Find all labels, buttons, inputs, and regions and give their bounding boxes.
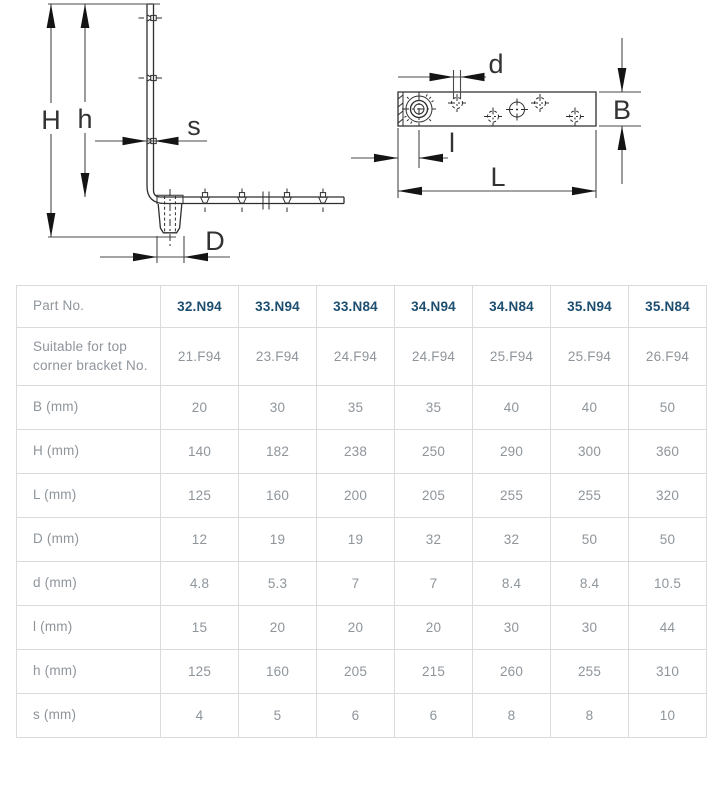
horizontal-leg-hole-marks [201, 189, 328, 213]
pivot-hub [402, 92, 436, 126]
screw-holes [448, 94, 584, 126]
value-cell: 255 [551, 650, 629, 694]
value-cell: 44 [629, 606, 707, 650]
row-label-cell: s (mm) [17, 694, 161, 738]
table-row [17, 518, 707, 562]
value-cell: 360 [629, 430, 707, 474]
table-row [17, 562, 707, 606]
part-number-cell: 32.N94 [161, 286, 239, 328]
value-cell: 260 [473, 650, 551, 694]
value-cell: 32 [395, 518, 473, 562]
value-cell: 7 [317, 562, 395, 606]
value-cell: 40 [473, 386, 551, 430]
row-label-cell: l (mm) [17, 606, 161, 650]
value-cell: 23.F94 [239, 328, 317, 386]
value-cell: 125 [161, 650, 239, 694]
part-number-cell: 33.N94 [239, 286, 317, 328]
value-cell: 310 [629, 650, 707, 694]
label-H: H [41, 105, 61, 135]
value-cell: 255 [551, 474, 629, 518]
value-cell: 25.F94 [473, 328, 551, 386]
value-cell: 50 [629, 386, 707, 430]
value-cell: 20 [317, 606, 395, 650]
value-cell: 35 [395, 386, 473, 430]
value-cell: 30 [473, 606, 551, 650]
value-cell: 8 [551, 694, 629, 738]
part-number-cell: 33.N84 [317, 286, 395, 328]
value-cell: 50 [551, 518, 629, 562]
row-label-cell: Suitable for top corner bracket No. [17, 328, 161, 386]
value-cell: 20 [239, 606, 317, 650]
header-label-cell: Part No. [17, 286, 161, 328]
row-label-cell: H (mm) [17, 430, 161, 474]
row-label-cell: B (mm) [17, 386, 161, 430]
value-cell: 125 [161, 474, 239, 518]
value-cell: 8.4 [551, 562, 629, 606]
value-cell: 6 [395, 694, 473, 738]
label-l: l [449, 128, 455, 158]
value-cell: 20 [161, 386, 239, 430]
vertical-leg-hole-marks [139, 15, 163, 144]
dimension-l [351, 128, 448, 168]
value-cell: 15 [161, 606, 239, 650]
value-cell: 10 [629, 694, 707, 738]
value-cell: 6 [317, 694, 395, 738]
value-cell: 4 [161, 694, 239, 738]
value-cell: 20 [395, 606, 473, 650]
value-cell: 205 [395, 474, 473, 518]
value-cell: 182 [239, 430, 317, 474]
value-cell: 300 [551, 430, 629, 474]
value-cell: 290 [473, 430, 551, 474]
value-cell: 205 [317, 650, 395, 694]
table-row [17, 328, 707, 386]
table-row [17, 694, 707, 738]
value-cell: 160 [239, 650, 317, 694]
value-cell: 200 [317, 474, 395, 518]
value-cell: 24.F94 [395, 328, 473, 386]
row-label-cell: D (mm) [17, 518, 161, 562]
value-cell: 5.3 [239, 562, 317, 606]
value-cell: 320 [629, 474, 707, 518]
part-number-cell: 35.N84 [629, 286, 707, 328]
value-cell: 250 [395, 430, 473, 474]
label-D: D [205, 226, 225, 256]
value-cell: 10.5 [629, 562, 707, 606]
value-cell: 19 [239, 518, 317, 562]
label-L: L [490, 162, 506, 192]
part-number-cell: 34.N94 [395, 286, 473, 328]
value-cell: 32 [473, 518, 551, 562]
value-cell: 8 [473, 694, 551, 738]
spec-table [16, 285, 707, 738]
side-view [40, 4, 344, 263]
value-cell: 5 [239, 694, 317, 738]
value-cell: 24.F94 [317, 328, 395, 386]
value-cell: 7 [395, 562, 473, 606]
label-h: h [77, 104, 93, 134]
value-cell: 8.4 [473, 562, 551, 606]
value-cell: 30 [239, 386, 317, 430]
table-row [17, 474, 707, 518]
row-label-cell: d (mm) [17, 562, 161, 606]
part-number-cell: 34.N84 [473, 286, 551, 328]
value-cell: 30 [551, 606, 629, 650]
value-cell: 160 [239, 474, 317, 518]
row-label-cell: h (mm) [17, 650, 161, 694]
dimension-h [81, 4, 90, 197]
part-number-cell: 35.N94 [551, 286, 629, 328]
value-cell: 19 [317, 518, 395, 562]
value-cell: 4.8 [161, 562, 239, 606]
value-cell: 12 [161, 518, 239, 562]
label-B: B [612, 95, 632, 125]
label-d: d [488, 49, 504, 79]
value-cell: 50 [629, 518, 707, 562]
value-cell: 40 [551, 386, 629, 430]
value-cell: 140 [161, 430, 239, 474]
row-label-cell: L (mm) [17, 474, 161, 518]
technical-drawing [0, 0, 720, 282]
table-header-row [17, 286, 707, 328]
value-cell: 25.F94 [551, 328, 629, 386]
value-cell: 26.F94 [629, 328, 707, 386]
top-view [351, 38, 641, 198]
value-cell: 238 [317, 430, 395, 474]
value-cell: 255 [473, 474, 551, 518]
label-s: s [187, 111, 201, 141]
value-cell: 215 [395, 650, 473, 694]
value-cell: 21.F94 [161, 328, 239, 386]
dimension-d [398, 70, 486, 99]
value-cell: 35 [317, 386, 395, 430]
table-row [17, 650, 707, 694]
table-row [17, 606, 707, 650]
table-row [17, 430, 707, 474]
table-row [17, 386, 707, 430]
